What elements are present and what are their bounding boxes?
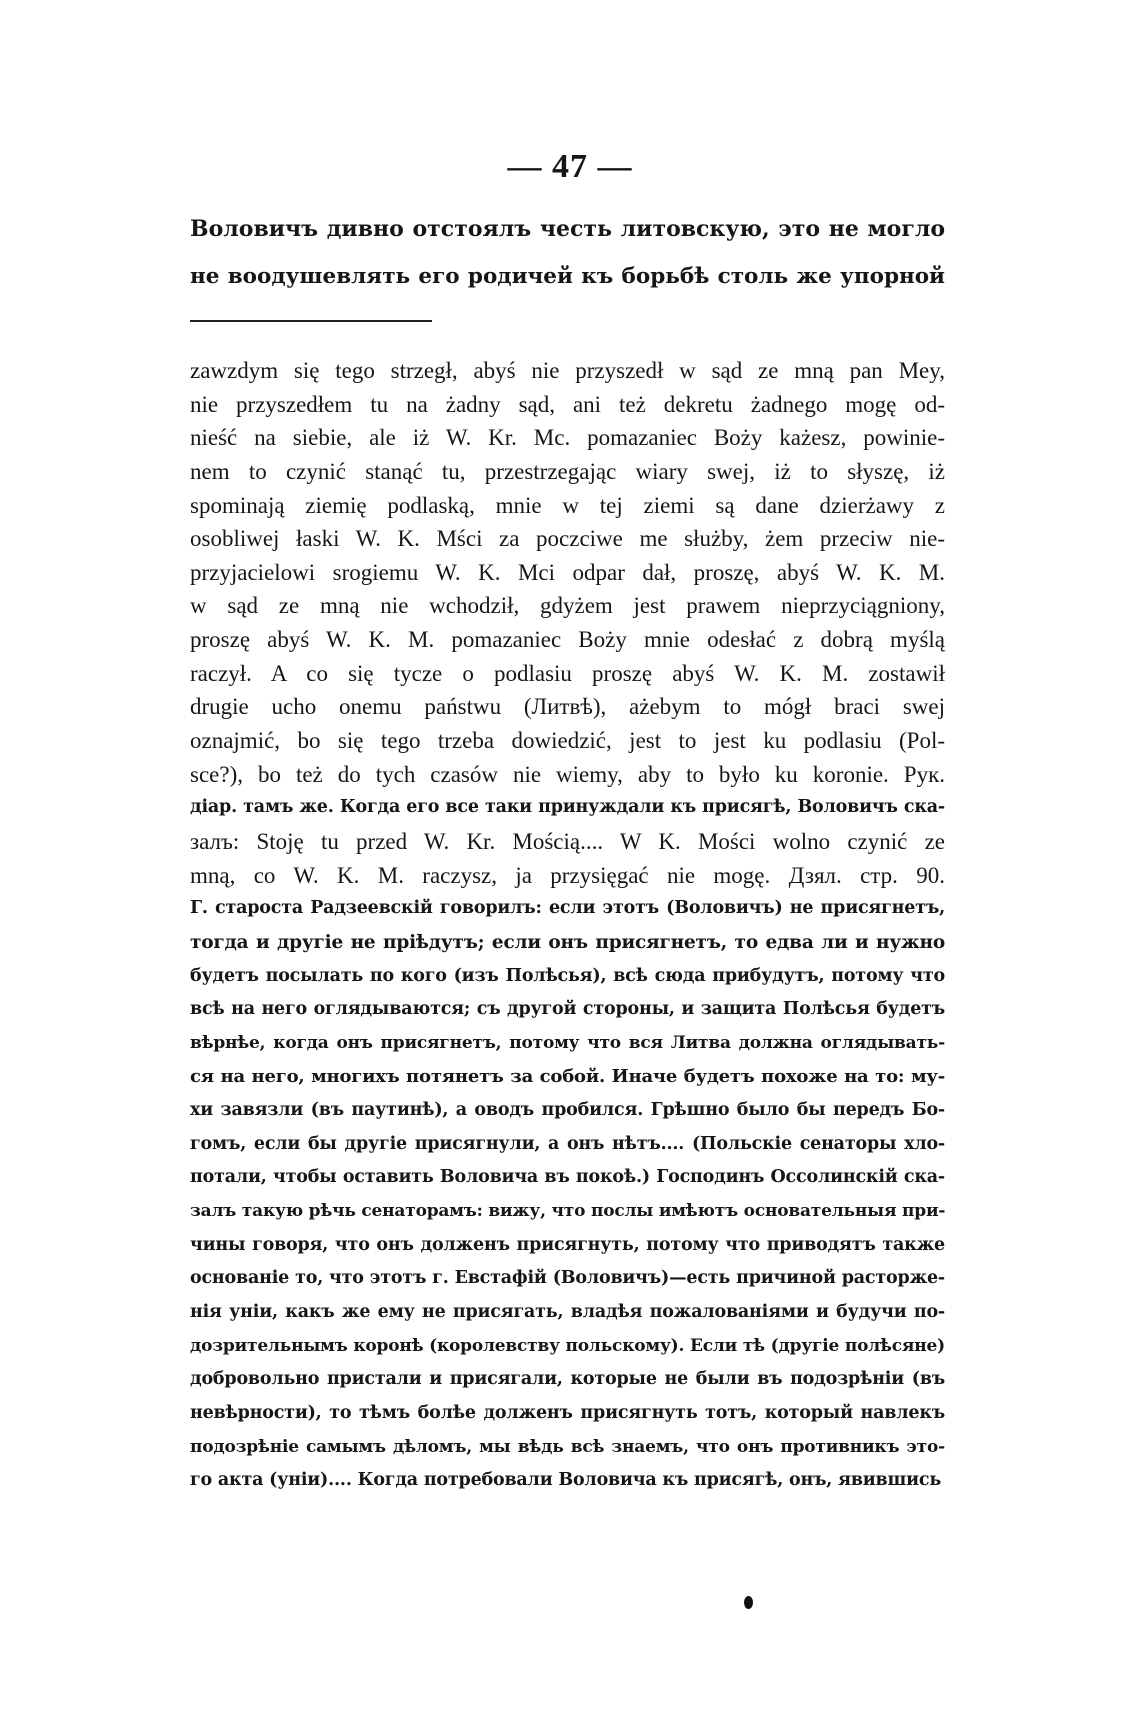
footnote-line: залъ такую рѣчь сенаторамъ: вижу, что послы имѣютъ основательныя при- [190,1201,946,1222]
main-text-line: Воловичъ дивно отстоялъ честь литовскую, это не могло [190,216,945,242]
footnote-line: nem to czynić stanąć tu, przestrzegając wiary swej, iż to słyszę, iż [190,458,945,484]
footnote-line: przyjacielowi srogiemu W. K. Mci odpar dał, proszę, abyś W. K. M. [190,559,945,585]
footnote-line: raczył. A co się tycze o podlasiu proszę abyś W. K. M. zostawił [190,660,945,686]
footnote-line: всѣ на него оглядываются; съ другой стороны, и защита Полѣсья будетъ [190,999,945,1020]
footnote-line: ся на него, многихъ потянетъ за собой. Иначе будетъ похоже на то: му- [190,1066,945,1088]
footnote-line: вѣрнѣе, когда онъ присягнетъ, потому что вся Литва должна оглядывать- [190,1032,945,1053]
footnote-line: w sąd ze mną nie wchodził, gdyżem jest prawem nieprzyciągniony, [190,593,945,619]
footnote-line: sce?), bo też do tych czasów nie wiemy, aby to było ku koronie. Рук. [190,761,945,787]
page-number: — 47 — [507,148,633,185]
footnote-separator [190,320,432,322]
footnote [190,354,945,1498]
footnote-line: гомъ, если бы другіе присягнули, а онъ нѣтъ.... (Польскіе сенаторы хло- [190,1133,945,1154]
footnote-line: oznajmić, bo się tego trzeba dowiedzić, jest to jest ku podlasiu (Pol- [190,728,945,754]
footnote-line: spominają ziemię podlaską, mnie w tej ziemi są dane dzierżawy z [190,492,945,518]
footnote-line: будетъ посылать по кого (изъ Полѣсья), всѣ сюда прибудутъ, потому что [190,965,945,986]
footnote-line: го акта (уніи).... Когда потребовали Воловича къ присягѣ, онъ, явившись [190,1470,942,1491]
footnote-line: osobliwej łaski W. K. Mści za poczciwe me służby, żem przeciw nie- [190,526,945,552]
footnote-line: тогда и другіе не пріѣдутъ; если онъ присягнетъ, то едва ли и нужно [190,931,945,953]
main-text-line: не воодушевлять его родичей къ борьбѣ столь же упорной [190,264,945,289]
footnote-line: drugie ucho onemu państwu (Литвѣ), ażebym to mógł braci swej [190,694,945,720]
footnote-line: zawzdym się tego strzegł, abyś nie przyszedł w sąd ze mną pan Mey, [190,358,945,383]
footnote-line: основаніе то, что этотъ г. Евстафій (Воловичъ)—есть причиной расторже- [190,1268,945,1289]
footnote-line: потали, чтобы оставить Воловича въ покоѣ.) Господинъ Оссолинскій ска- [190,1167,945,1188]
footnote-line: невѣрности), то тѣмъ болѣе долженъ присягнуть тотъ, который навлекъ [190,1402,945,1423]
footnote-line: дозрительнымъ коронѣ (королевству польскому). Если тѣ (другіе полѣсяне) [190,1335,945,1356]
footnote-line: nieść na siebie, ale iż W. Kr. Mc. pomazaniec Boży każesz, powinie- [190,425,945,451]
footnote-line: подозрѣніе самымъ дѣломъ, мы вѣдь всѣ знаемъ, что онъ противникъ это- [190,1436,945,1457]
footnote-line: Г. староста Радзеевскій говорилъ: если этотъ (Воловичъ) не присягнетъ, [190,898,945,919]
main-text [190,205,945,301]
footnote-line: нія уніи, какъ же ему не присягать, владѣя пожалованіями и будучи по- [190,1301,945,1322]
printer-mark [744,1596,753,1609]
footnote-line: залъ: Stoję tu przed W. Kr. Mością.... W K. Mości wolno czynić ze [190,828,945,854]
footnote-line: mną, co W. K. M. raczysz, ja przysięgać nie mogę. Дзял. стр. 90. [190,862,945,888]
footnote-line: добровольно пристали и присягали, которые не были въ подозрѣніи (въ [190,1369,945,1390]
footnote-line: чины говоря, что онъ долженъ присягнуть, потому что приводятъ также [190,1234,945,1255]
footnote-line: nie przyszedłem tu na żadny sąd, ani też dekretu żadnego mogę od- [190,391,945,417]
footnote-line: хи завязли (въ паутинѣ), а оводъ пробился. Грѣшно было бы передъ Бо- [190,1100,945,1121]
footnote-line: proszę abyś W. K. M. pomazaniec Boży mnie odesłać z dobrą myślą [190,627,945,653]
footnote-line: діар. тамъ же. Когда его все таки принуждали къ присягѣ, Воловичъ ска- [190,797,945,818]
